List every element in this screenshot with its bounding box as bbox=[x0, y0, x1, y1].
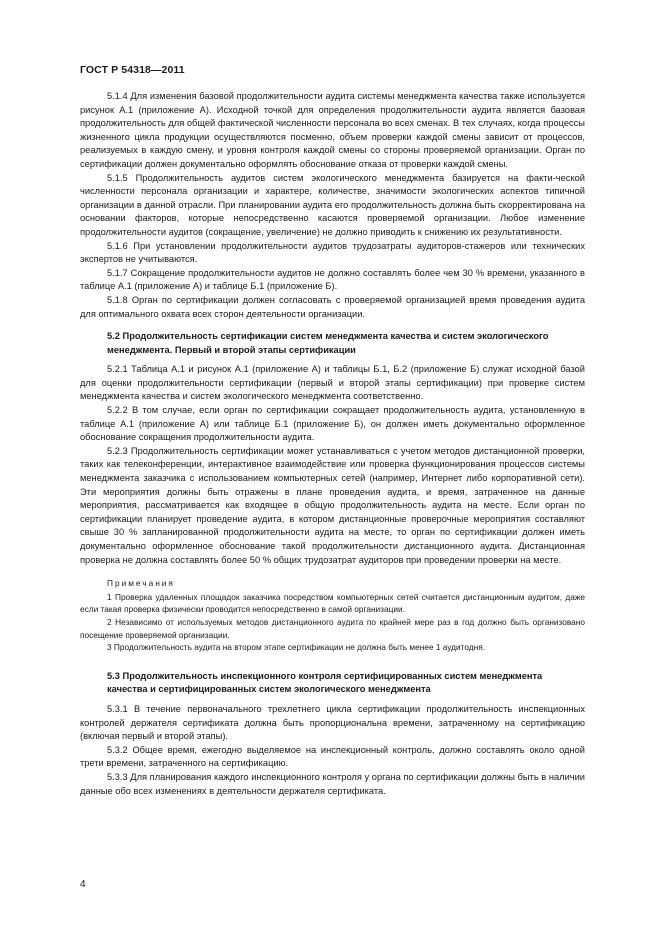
section-heading-5-3: 5.3 Продолжительность инспекционного контроля сертифицированных систем менеджмента качества и сертифицированных систем экологического менеджмента bbox=[107, 670, 543, 695]
paragraph-5-1-6: 5.1.6 При установлении продолжительности аудитов трудозатраты аудиторов-стажеров или технических экспертов не учитываются. bbox=[80, 240, 585, 265]
paragraph-5-1-8: 5.1.8 Орган по сертификации должен согласовать с проверяемой организацией время проведения аудита для оптимального охвата всех сторон деятельности организации. bbox=[80, 294, 585, 319]
document-standard-header: ГОСТ Р 54318—2011 bbox=[80, 64, 185, 76]
notes-title: Примечания bbox=[107, 578, 175, 589]
paragraph-5-1-5: 5.1.5 Продолжительность аудитов систем экологического менеджмента базируется на факти-ческой численности персонала организации и характере, количестве, значимости экологических аспектов типичной организации в данной отрасли. При планировании аудита его продолжительность должна быть скорректирована на основании факторов, которые непосредственно касаются проверяемой организации. Любое изменение продолжительности аудитов (сокращение, увеличение) не должно приводить к снижению их результативности. bbox=[80, 172, 585, 237]
section-heading-5-2: 5.2 Продолжительность сертификации систем менеджмента качества и систем экологического менеджмента. Первый и второй этапы сертификации bbox=[107, 331, 549, 355]
page-number: 4 bbox=[80, 879, 86, 890]
paragraph-5-2-1: 5.2.1 Таблица А.1 и рисунок А.1 (приложение А) и таблицы Б.1, Б.2 (приложение Б) служат исходной базой для оценки продолжительности сертификации (первый и второй этапы сертификации) при проверке систем менеджмента качества и систем экологического менеджмента соответственно. bbox=[80, 364, 585, 402]
document-body bbox=[80, 90, 585, 798]
paragraph-5-2-2: 5.2.2 В том случае, если орган по сертификации сокращает продолжительность аудита, установленную в таблице А.1 (приложение А) или таблице Б.1 (приложение Б), он должен иметь документально оформленное обоснование сокращения продолжительности аудита. bbox=[80, 405, 585, 443]
notes-block bbox=[80, 577, 585, 654]
note-3: 3 Продолжительность аудита на втором этапе сертификации не должна быть менее 1 аудитодня. bbox=[107, 642, 486, 653]
paragraph-5-2-3: 5.2.3 Продолжительность сертификации может устанавливаться с учетом методов дистанционной проверки, таких как телеконференции, интерактивное взаимодействие или проверка функционирования процессов системы менеджмента заказчика с использованием компьютерных сетей (например, Интернет либо корпоративной сети). Эти мероприятия должны быть отражены в плане проведения аудита, и время, затраченное на данные мероприятия, рассматривается как входящее в общую продолжительность аудита на месте. Если орган по сертификации планирует проведение аудита, в котором дистанционные проверочные мероприятия составляют свыше 30 % запланированной продолжительности аудита на месте, то орган по сертификации должен иметь документально оформленное обоснование такой продолжительности дистанционного аудита. Дистанционная проверка не должна составлять более 50 % общих трудозатрат аудиторов при проведении проверки на месте. bbox=[80, 445, 585, 565]
paragraph-5-3-1: 5.3.1 В течение первоначального трехлетнего цикла сертификации продолжительность инспекционных контролей держателя сертификата должна быть пропорциональна времени, затраченному на сертификацию (включая первый и второй этапы). bbox=[80, 703, 585, 742]
paragraph-5-3-2: 5.3.2 Общее время, ежегодно выделяемое на инспекционный контроль, должно составлять около одной трети времени, затраченного на сертификацию. bbox=[80, 744, 585, 769]
paragraph-5-3-3: 5.3.3 Для планирования каждого инспекционного контроля у органа по сертификации должны быть в наличии данные обо всех изменениях в деятельности держателя сертификата. bbox=[80, 771, 585, 796]
paragraph-5-1-4: 5.1.4 Для изменения базовой продолжительности аудита системы менеджмента качества также используется рисунок А.1 (приложение А). Исходной точкой для определения продолжительности аудита является базовая продолжительность для общей фактической численности персонала во всех сменах. В тех случаях, когда процессы жизненного цикла продукции осуществляются посменно, объем проверки каждой смены зависит от процессов, реализуемых в каждую смену, и уровня контроля каждой смены со стороны проверяемой организации. Орган по сертификации должен документально оформлять обоснование отказа от проверки каждой смены. bbox=[80, 91, 585, 169]
note-2: 2 Независимо от используемых методов дистанционного аудита по крайней мере раз в год должно быть организовано посещение проверяемой организации. bbox=[80, 616, 585, 640]
note-1: 1 Проверка удаленных площадок заказчика посредством компьютерных сетей считается дистанционным аудитом, даже если такая проверка физически проводится непосредственно в самой организации. bbox=[80, 591, 585, 615]
paragraph-5-1-7: 5.1.7 Сокращение продолжительности аудитов не должно составлять более чем 30 % времени, указанного в таблице А.1 (приложение А) и таблице Б.1 (приложение Б). bbox=[80, 267, 585, 292]
